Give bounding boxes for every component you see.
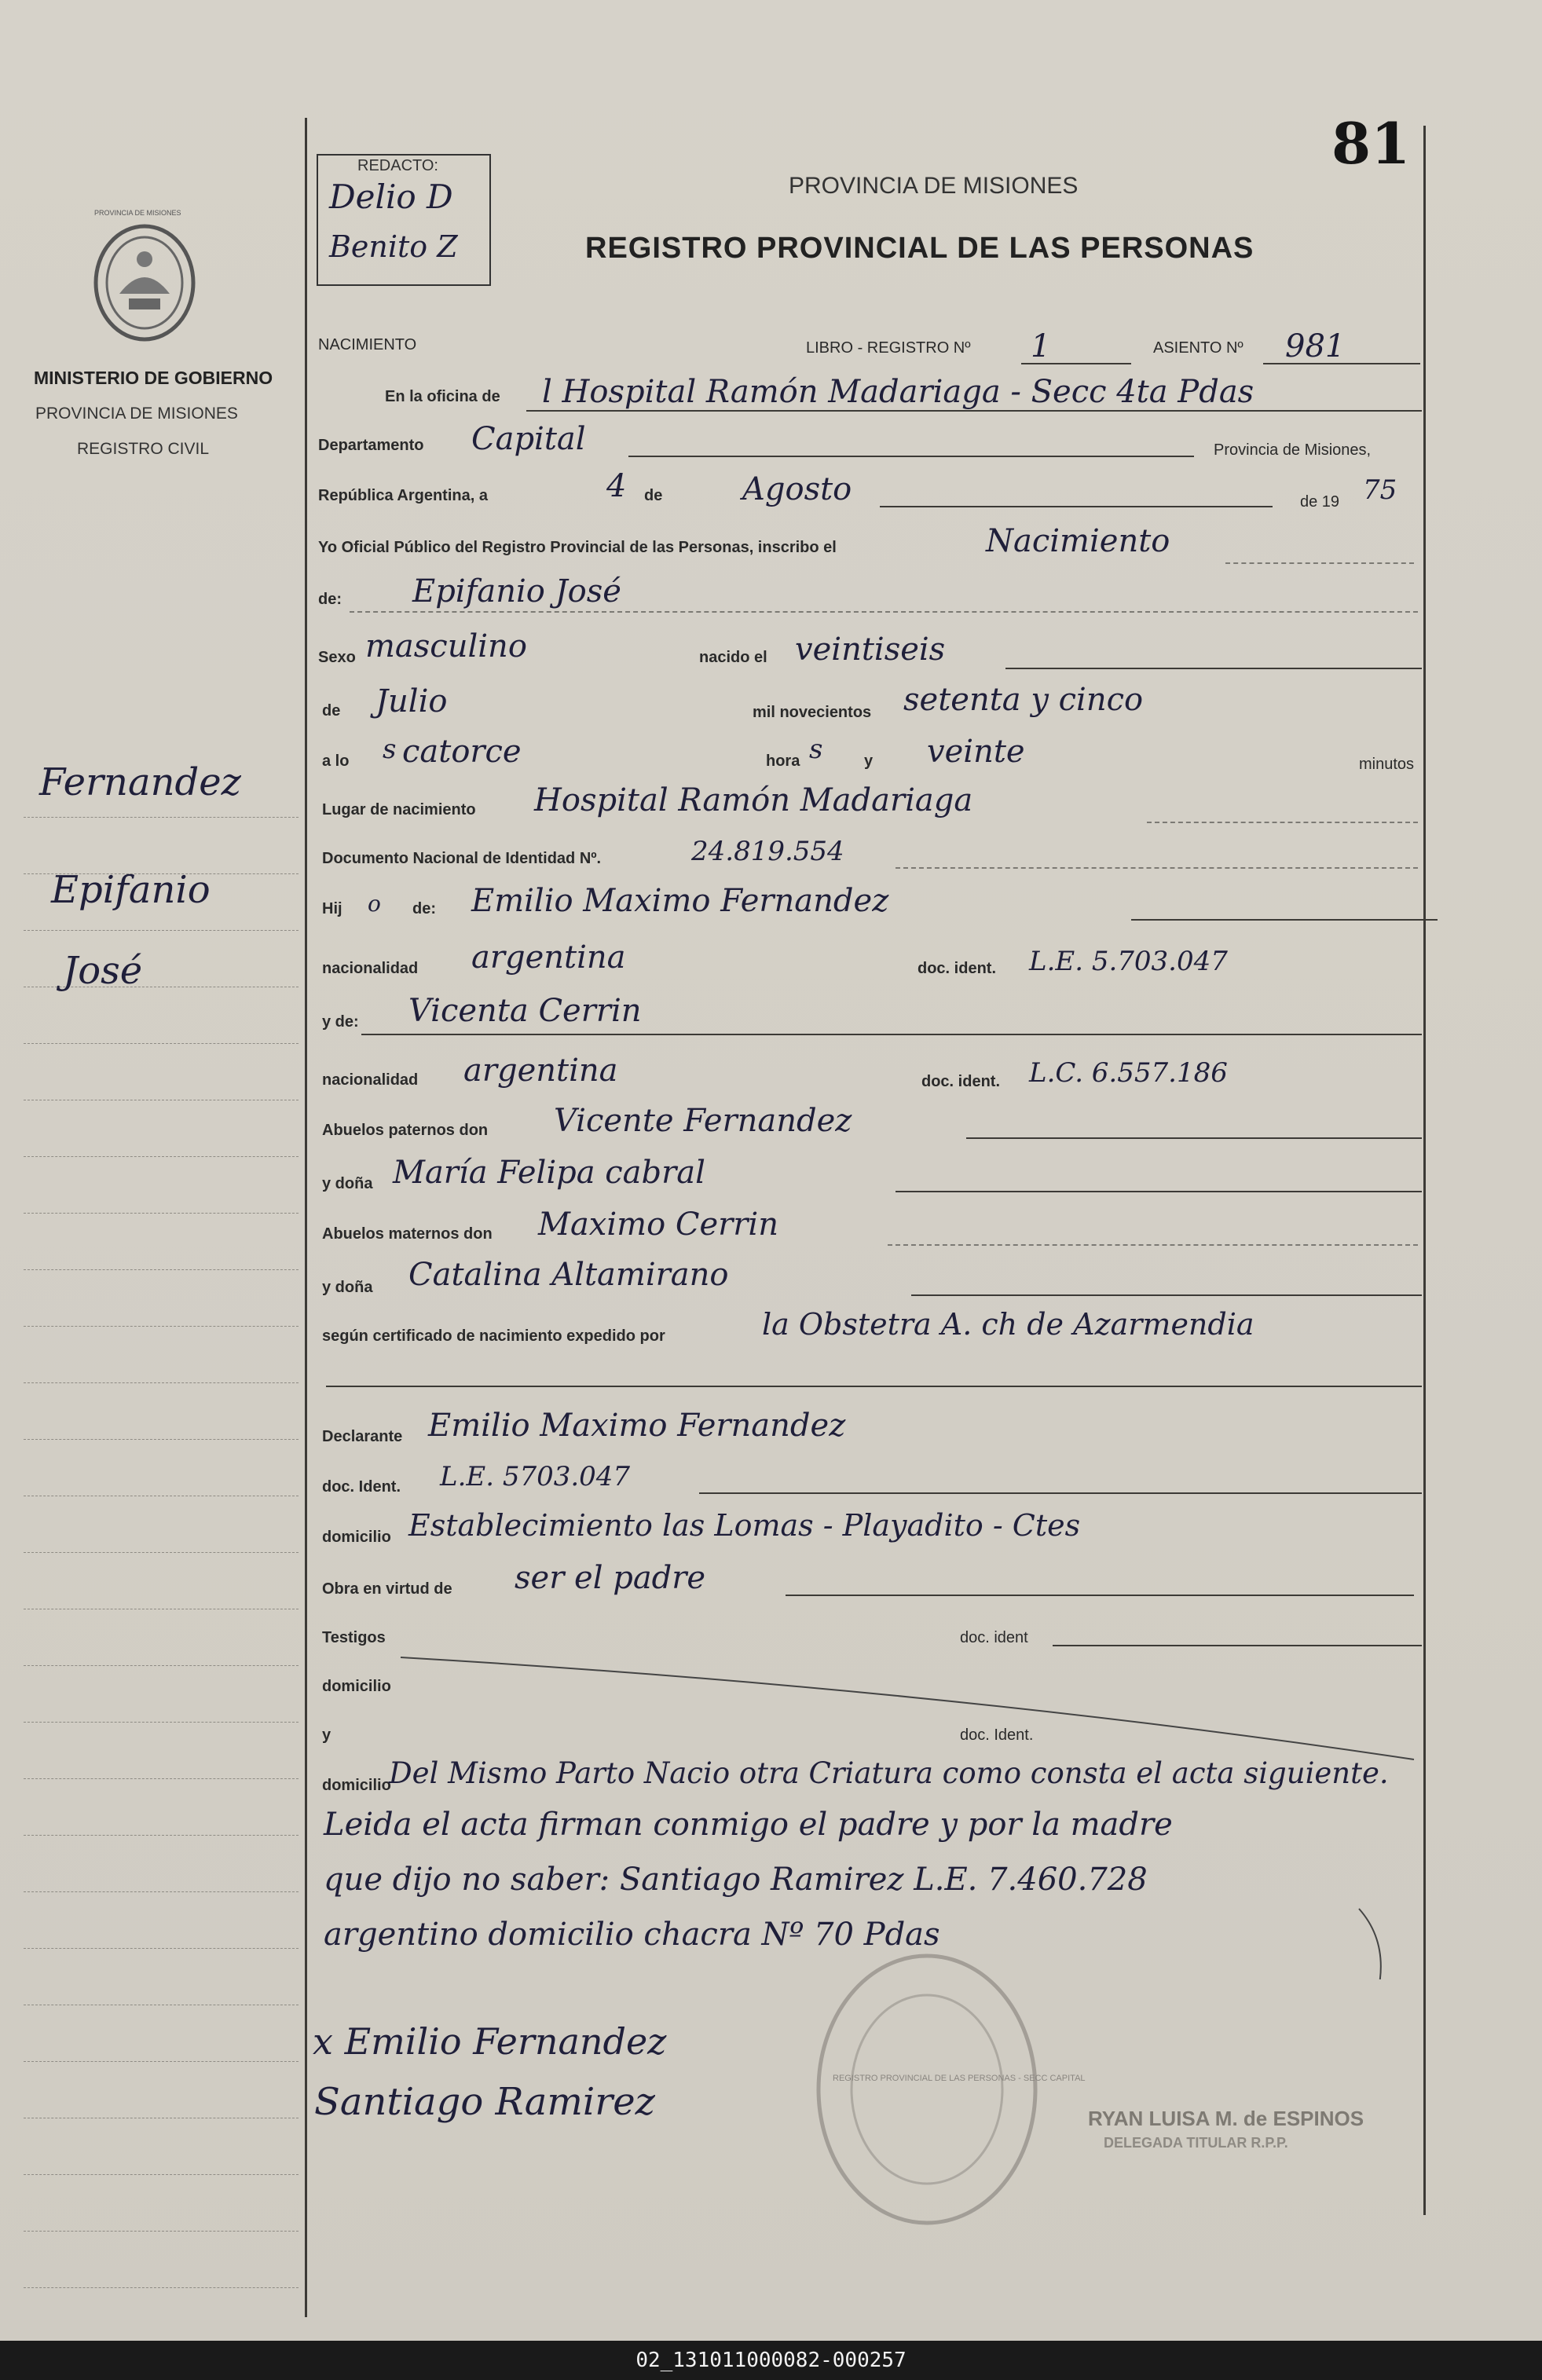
margin-rule-line (24, 1043, 299, 1044)
label-doc-padre: doc. ident. (918, 960, 996, 977)
notes-line4: argentino domicilio chacra Nº 70 Pdas (324, 1917, 940, 1953)
signature-emilio: x Emilio Fernandez (313, 2020, 667, 2063)
notes-line2: Leida el acta firman conmigo el padre y por la madre (324, 1807, 1173, 1843)
value-minutos: veinte (927, 734, 1025, 770)
margin-rule-line (24, 1891, 299, 1892)
cancel-stroke (393, 1650, 1430, 1979)
label-hora: hora (766, 752, 800, 770)
value-doc-madre: L.C. 6.557.186 (1029, 1057, 1228, 1089)
value-oficina: l Hospital Ramón Madariaga - Secc 4ta Pdas (542, 374, 1254, 410)
margin-rule-line (24, 1835, 299, 1836)
value-s1: s (383, 734, 397, 765)
label-de-19: de 19 (1300, 493, 1340, 511)
header-province: PROVINCIA DE MISIONES (789, 173, 1079, 199)
margin-rule-line (24, 1665, 299, 1666)
label-nacionalidad-padre: nacionalidad (322, 960, 419, 977)
margin-rule-line (24, 2174, 299, 2175)
value-hora: catorce (402, 734, 522, 770)
value-abuelo-p: Vicente Fernandez (554, 1103, 852, 1139)
label-nacionalidad-madre: nacionalidad (322, 1071, 419, 1089)
label-sexo: Sexo (318, 649, 356, 666)
page-number: 81 (1331, 110, 1411, 177)
label-y-de: y de: (322, 1013, 359, 1031)
value-abuelo-m: Maximo Cerrin (538, 1206, 778, 1243)
label-de-mes: de (644, 487, 663, 504)
frame-left-rule (305, 118, 307, 2317)
value-s2: s (809, 734, 823, 765)
ministry-line3: REGISTRO CIVIL (77, 440, 210, 458)
margin-rule-line (24, 1156, 299, 1157)
label-domicilio-testigo2: domicilio (322, 1777, 391, 1794)
redacto-line2: Benito Z (329, 229, 458, 264)
label-obra: Obra en virtud de (322, 1580, 452, 1598)
value-nac-padre: argentina (471, 939, 626, 976)
value-domicilio: Establecimiento las Lomas - Playadito - Ctes (408, 1508, 1081, 1543)
signature-santiago: Santiago Ramirez (314, 2080, 655, 2124)
value-mes-nac: Julio (375, 683, 448, 719)
label-domicilio: domicilio (322, 1529, 391, 1546)
header-registry: REGISTRO PROVINCIAL DE LAS PERSONAS (585, 232, 1254, 265)
seal-label: PROVINCIA DE MISIONES (94, 209, 181, 217)
label-testigos: Testigos (322, 1629, 386, 1646)
label-doc-madre: doc. ident. (921, 1073, 1000, 1090)
label-documento: Documento Nacional de Identidad Nº. (322, 850, 602, 867)
value-anio: 75 (1363, 474, 1397, 506)
label-doc-testigo2: doc. Ident. (960, 1726, 1034, 1744)
margin-rule-line (24, 1439, 299, 1440)
label-lugar: Lugar de nacimiento (322, 801, 476, 818)
value-acto: Nacimiento (986, 523, 1170, 559)
redacto-box (317, 154, 491, 286)
label-domicilio-testigo1: domicilio (322, 1678, 391, 1695)
coat-of-arms-seal (88, 222, 201, 344)
label-de-nombre: de: (318, 591, 342, 608)
margin-rule-line (24, 1213, 299, 1214)
margin-rule-line (24, 1778, 299, 1779)
label-oficina: En la oficina de (385, 388, 500, 405)
label-doc-testigo1: doc. ident (960, 1629, 1028, 1646)
label-minutos: minutos (1359, 756, 1415, 773)
value-doc-padre: L.E. 5.703.047 (1029, 946, 1228, 977)
margin-rule-line (24, 2231, 299, 2232)
value-libro: 1 (1031, 328, 1051, 364)
registry-round-stamp (809, 1948, 1045, 2231)
value-sexo: masculino (365, 628, 527, 665)
label-a-lo: a lo (322, 752, 350, 770)
value-declarante: Emilio Maximo Fernandez (428, 1408, 846, 1444)
label-abuelos-maternos: Abuelos maternos don (322, 1225, 493, 1243)
margin-rule-line (24, 1382, 299, 1383)
label-libro: LIBRO - REGISTRO Nº (806, 339, 971, 357)
label-mil: mil novecientos (753, 704, 872, 721)
margin-rule-line (24, 1269, 299, 1270)
official-stamp-line1: RYAN LUISA M. de ESPINOS (1088, 2107, 1364, 2130)
label-y-testigo2: y (322, 1726, 331, 1744)
notes-line1: Del Mismo Parto Nacio otra Criatura como consta el acta siguiente. (389, 1756, 1389, 1790)
value-nombre: Epifanio José (412, 573, 621, 610)
margin-rule-line (24, 2287, 299, 2288)
value-lugar: Hospital Ramón Madariaga (534, 782, 973, 818)
value-dni: 24.819.554 (691, 836, 844, 867)
value-nac-madre: argentina (463, 1053, 618, 1089)
margin-rule-line (24, 930, 299, 931)
label-declarante: Declarante (322, 1428, 403, 1445)
label-nacido-el: nacido el (699, 649, 767, 666)
label-y-dona-p: y doña (322, 1175, 373, 1192)
official-stamp-line2: DELEGADA TITULAR R.P.P. (1104, 2135, 1288, 2151)
value-obra: ser el padre (515, 1560, 706, 1596)
label-nacimiento: NACIMIENTO (318, 336, 417, 353)
value-asiento: 981 (1285, 328, 1346, 364)
margin-rule-line (24, 817, 299, 818)
margin-note-line2: Epifanio (51, 868, 211, 912)
label-abuelos-paternos: Abuelos paternos don (322, 1122, 489, 1139)
label-segun: según certificado de nacimiento expedido por (322, 1327, 665, 1345)
label-hij: Hij (322, 900, 342, 917)
label-asiento: ASIENTO Nº (1153, 339, 1243, 357)
ministry-line1: MINISTERIO DE GOBIERNO (34, 368, 273, 388)
notes-line3: que dijo no saber: Santiago Ramirez L.E. 7.460.728 (324, 1862, 1148, 1898)
label-y-minutos: y (864, 752, 874, 770)
ministry-line2: PROVINCIA DE MISIONES (35, 405, 238, 423)
value-departamento: Capital (471, 421, 586, 457)
margin-rule-line (24, 1948, 299, 1949)
label-yo-oficial: Yo Oficial Público del Registro Provincial de las Personas, inscribo el (318, 539, 837, 556)
margin-rule-line (24, 2061, 299, 2062)
redacto-label: REDACTO: (357, 157, 438, 174)
scan-filename-bar (0, 2341, 1542, 2380)
label-y-dona-m: y doña (322, 1279, 373, 1296)
label-doc-declarante: doc. Ident. (322, 1478, 401, 1496)
margin-rule-line (24, 1326, 299, 1327)
label-de-mes-nac: de (322, 702, 341, 719)
value-anio-nac: setenta y cinco (903, 682, 1144, 718)
margin-rule-line (24, 1552, 299, 1553)
value-madre: Vicenta Cerrin (408, 993, 642, 1029)
value-nacido-el: veintiseis (795, 632, 946, 668)
margin-rule-line (24, 1722, 299, 1723)
value-mes: Agosto (742, 471, 852, 507)
value-abuela-m: Catalina Altamirano (408, 1257, 729, 1293)
value-hij-o: o (368, 891, 381, 917)
label-departamento: Departamento (318, 437, 424, 454)
value-certificado: la Obstetra A. ch de Azarmendia (762, 1307, 1254, 1342)
margin-note-line3: José (63, 949, 143, 993)
value-abuela-p: María Felipa cabral (393, 1155, 705, 1191)
margin-note-line1: Fernandez (39, 760, 241, 804)
round-stamp-text: REGISTRO PROVINCIAL DE LAS PERSONAS - SECC CAPITAL (833, 2074, 1086, 2083)
redacto-line1: Delio D (329, 178, 453, 216)
label-de-padre: de: (412, 900, 436, 917)
label-republica: República Argentina, a (318, 487, 488, 504)
value-dia: 4 (606, 468, 627, 504)
scan-filename: 02_131011000082-000257 (635, 2349, 907, 2372)
value-padre: Emilio Maximo Fernandez (471, 883, 889, 919)
value-doc-declarante: L.E. 5703.047 (440, 1461, 631, 1492)
label-provincia-de: Provincia de Misiones, (1214, 441, 1372, 459)
